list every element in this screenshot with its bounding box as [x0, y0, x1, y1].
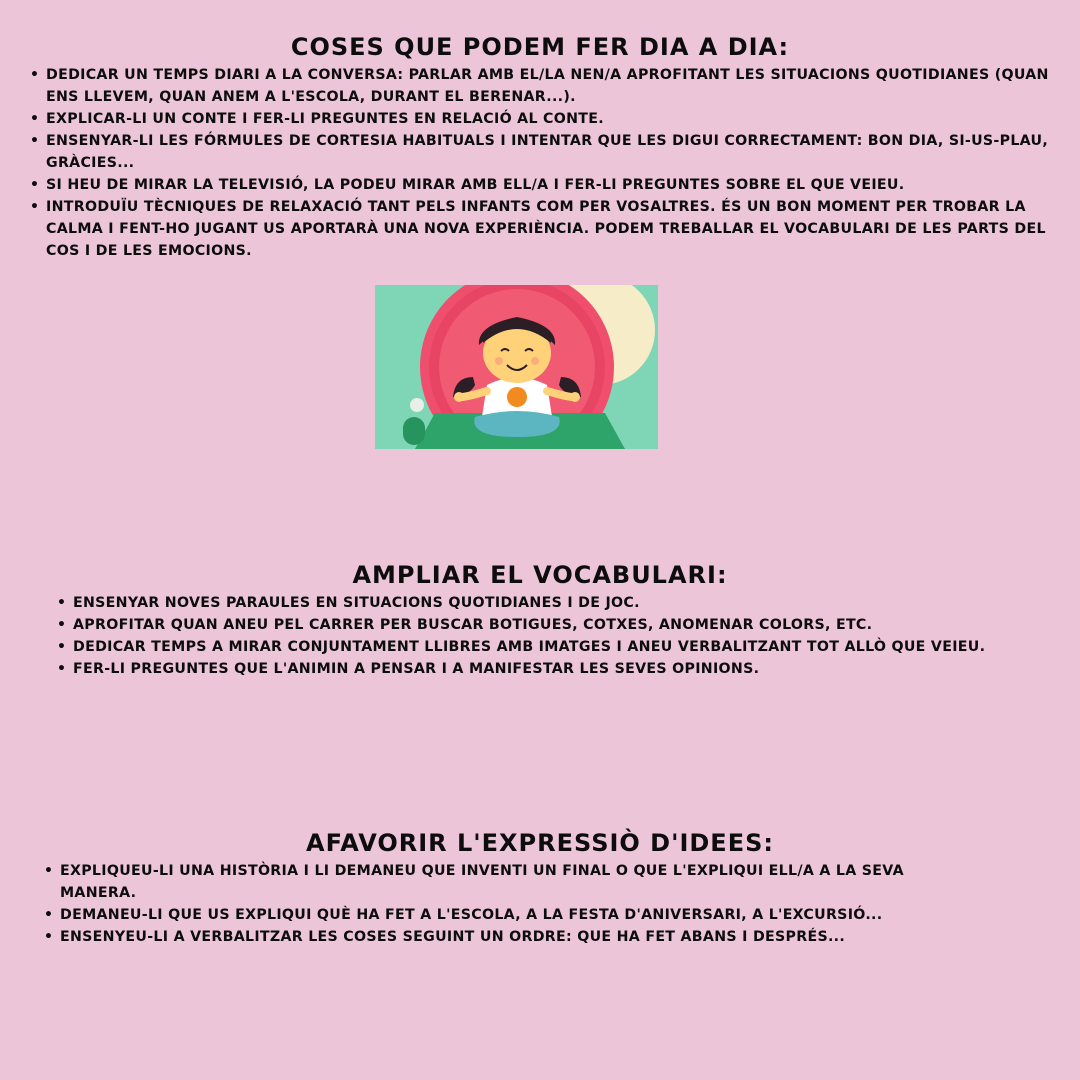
list-item-text: DEDICAR UN TEMPS DIARI A LA CONVERSA: PARLAR AMB EL/LA NEN/A APROFITANT LES SITUACIONS QUOTIDIANES (QUAN ENS LLEVEM, QUAN ANEM A L'ESCOLA, DURANT EL BERENAR...). [46, 67, 1049, 105]
meditating-girl-illustration [375, 285, 658, 449]
list-item [44, 926, 960, 948]
list-item [30, 130, 1060, 174]
section-vocabulary [57, 560, 1053, 680]
list-item-text: ENSENYAR-LI LES FÓRMULES DE CORTESIA HABITUALS I INTENTAR QUE LES DIGUI CORRECTAMENT: BON DIA, SI-US-PLAU, GRÀCIES... [46, 133, 1049, 171]
section-title: AMPLIAR EL VOCABULARI: [352, 561, 728, 589]
bullet-list [44, 860, 960, 948]
bullet-dot-icon: • [57, 661, 67, 677]
bullet-dot-icon: • [57, 639, 67, 655]
list-item-text: EXPLIQUEU-LI UNA HISTÒRIA I LI DEMANEU QUE INVENTI UN FINAL O QUE L'EXPLIQUI ELL/A A LA SEVA MANERA. [60, 863, 904, 901]
list-item-text: SI HEU DE MIRAR LA TELEVISIÓ, LA PODEU MIRAR AMB ELL/A I FER-LI PREGUNTES SOBRE EL QUE VEIEU. [46, 177, 905, 193]
bullet-dot-icon: • [57, 617, 67, 633]
bullet-list [30, 64, 1060, 262]
list-item-text: APROFITAR QUAN ANEU PEL CARRER PER BUSCAR BOTIGUES, COTXES, ANOMENAR COLORS, ETC. [73, 617, 873, 633]
bullet-dot-icon: • [30, 133, 40, 149]
section-daily [30, 32, 1060, 262]
section-title: AFAVORIR L'EXPRESSIÒ D'IDEES: [306, 829, 774, 857]
section-title: COSES QUE PODEM FER DIA A DIA: [290, 33, 790, 61]
list-item [30, 174, 1060, 196]
bullet-dot-icon: • [30, 199, 40, 215]
list-item [44, 860, 960, 904]
section-expression [44, 828, 960, 948]
list-item-text: ENSENYEU-LI A VERBALITZAR LES COSES SEGUINT UN ORDRE: QUE HA FET ABANS I DESPRÉS... [60, 929, 846, 945]
list-item [44, 904, 960, 926]
list-item-text: ENSENYAR NOVES PARAULES EN SITUACIONS QUOTIDIANES I DE JOC. [73, 595, 640, 611]
list-item [57, 614, 1053, 636]
list-item-text: DEMANEU-LI QUE US EXPLIQUI QUÈ HA FET A L'ESCOLA, A LA FESTA D'ANIVERSARI, A L'EXCURSIÓ... [60, 907, 883, 923]
bullet-dot-icon: • [44, 907, 54, 923]
bullet-dot-icon: • [57, 595, 67, 611]
list-item [57, 636, 1053, 658]
bullet-dot-icon: • [30, 67, 40, 83]
list-item-text: INTRODUÏU TÈCNIQUES DE RELAXACIÓ TANT PELS INFANTS COM PER VOSALTRES. ÉS UN BON MOMENT PER TROBAR LA CALMA I FENT-HO JUGANT US APORTARÀ UNA NOVA EXPERIÈNCIA. PODEM TREBALLAR EL VOCABULARI DE LES PARTS DEL COS I DE LES EMOCIONS. [46, 199, 1046, 259]
bullet-dot-icon: • [44, 929, 54, 945]
list-item [30, 196, 1060, 262]
list-item-text: DEDICAR TEMPS A MIRAR CONJUNTAMENT LLIBRES AMB IMATGES I ANEU VERBALITZANT TOT ALLÒ QUE VEIEU. [73, 639, 986, 655]
list-item-text: FER-LI PREGUNTES QUE L'ANIMIN A PENSAR I A MANIFESTAR LES SEVES OPINIONS. [73, 661, 760, 677]
bullet-dot-icon: • [30, 111, 40, 127]
list-item-text: EXPLICAR-LI UN CONTE I FER-LI PREGUNTES EN RELACIÓ AL CONTE. [46, 111, 604, 127]
bullet-list [57, 592, 1053, 680]
list-item [30, 108, 1060, 130]
bullet-dot-icon: • [30, 177, 40, 193]
list-item [57, 592, 1053, 614]
list-item [57, 658, 1053, 680]
list-item [30, 64, 1060, 108]
bullet-dot-icon: • [44, 863, 54, 879]
